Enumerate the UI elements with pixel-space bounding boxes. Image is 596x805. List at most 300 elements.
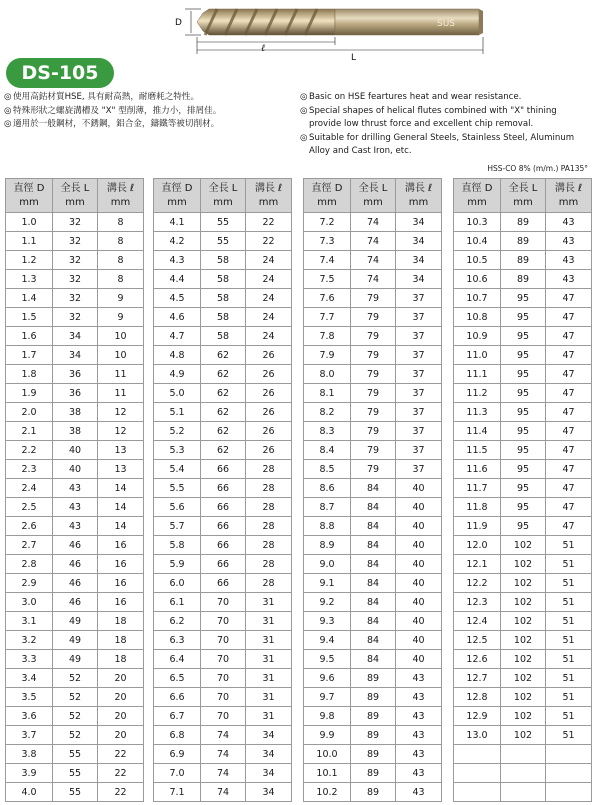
diameter-cell: 1.7	[6, 346, 53, 365]
flute-length-cell: 40	[396, 498, 442, 517]
diameter-cell: 12.5	[454, 631, 501, 650]
table-row	[454, 460, 592, 479]
flute-length-cell: 13	[98, 441, 144, 460]
flute-length-cell: 24	[246, 270, 292, 289]
flute-length-cell: 10	[98, 346, 144, 365]
table-row	[304, 593, 442, 612]
table-row	[6, 327, 144, 346]
flute-length-cell: 31	[246, 707, 292, 726]
diameter-cell: 3.2	[6, 631, 53, 650]
table-row	[154, 327, 292, 346]
flute-length-cell: 24	[246, 308, 292, 327]
flute-length-cell: 47	[546, 346, 592, 365]
flute-length-cell: 28	[246, 460, 292, 479]
total-length-cell: 32	[53, 289, 98, 308]
flute-length-header: 溝長 ℓ mm	[98, 179, 144, 213]
table-row	[304, 251, 442, 270]
table-row	[6, 688, 144, 707]
total-length-cell: 70	[201, 650, 246, 669]
flute-length-cell: 37	[396, 460, 442, 479]
table-row	[454, 403, 592, 422]
flute-length-cell: 40	[396, 574, 442, 593]
table-row	[154, 517, 292, 536]
flute-length-cell: 34	[246, 764, 292, 783]
diameter-cell: 7.7	[304, 308, 351, 327]
flute-length-cell: 16	[98, 574, 144, 593]
table-row	[454, 574, 592, 593]
total-length-header: 全長 L mm	[201, 179, 246, 213]
flute-length-cell	[546, 745, 592, 764]
table-row	[454, 308, 592, 327]
total-length-cell: 89	[501, 232, 546, 251]
flute-length-cell: 26	[246, 441, 292, 460]
total-length-cell: 32	[53, 232, 98, 251]
diameter-cell: 9.6	[304, 669, 351, 688]
diameter-header: 直徑 D mm	[454, 179, 501, 213]
flute-length-cell	[546, 783, 592, 802]
flute-length-cell: 10	[98, 327, 144, 346]
table-row	[6, 631, 144, 650]
diameter-cell: 1.3	[6, 270, 53, 289]
flute-length-cell: 26	[246, 365, 292, 384]
table-row	[154, 232, 292, 251]
diameter-cell: 9.7	[304, 688, 351, 707]
flute-length-cell: 47	[546, 384, 592, 403]
total-length-cell: 84	[351, 593, 396, 612]
table-row	[6, 346, 144, 365]
flute-length-cell: 28	[246, 479, 292, 498]
table-row	[304, 783, 442, 802]
diameter-cell: 3.1	[6, 612, 53, 631]
table-row	[454, 365, 592, 384]
flute-length-cell: 12	[98, 422, 144, 441]
total-length-cell: 95	[501, 441, 546, 460]
feature-text: 使用高鈷材質HSE, 具有耐高熱，耐磨耗之特性。	[13, 92, 200, 102]
table-row	[454, 555, 592, 574]
flute-length-cell: 8	[98, 213, 144, 232]
table-row	[454, 745, 592, 764]
table-row	[154, 726, 292, 745]
flute-length-cell: 11	[98, 365, 144, 384]
total-length-header: 全長 L mm	[501, 179, 546, 213]
feature-zh-item	[4, 105, 221, 119]
total-length-cell: 32	[53, 308, 98, 327]
total-length-cell: 89	[351, 726, 396, 745]
table-row	[6, 498, 144, 517]
table-row	[154, 441, 292, 460]
table-row	[454, 707, 592, 726]
diameter-cell: 4.3	[154, 251, 201, 270]
table-row	[6, 745, 144, 764]
total-length-cell: 79	[351, 384, 396, 403]
flute-length-cell: 18	[98, 631, 144, 650]
total-length-cell: 62	[201, 384, 246, 403]
diameter-cell: 9.1	[304, 574, 351, 593]
table-row	[6, 517, 144, 536]
total-length-cell: 74	[351, 251, 396, 270]
flute-length-cell: 26	[246, 346, 292, 365]
total-length-cell: 95	[501, 479, 546, 498]
diameter-cell: 9.5	[304, 650, 351, 669]
flute-length-cell: 51	[546, 555, 592, 574]
total-length-cell: 102	[501, 669, 546, 688]
total-length-header: 全長 L mm	[53, 179, 98, 213]
table-row	[454, 631, 592, 650]
flute-length-cell: 37	[396, 346, 442, 365]
table-row	[6, 251, 144, 270]
flute-length-cell: 26	[246, 403, 292, 422]
diameter-cell: 7.1	[154, 783, 201, 802]
diameter-cell: 3.9	[6, 764, 53, 783]
diameter-cell	[454, 764, 501, 783]
total-length-cell: 102	[501, 726, 546, 745]
flute-length-cell: 31	[246, 669, 292, 688]
flute-length-cell: 13	[98, 460, 144, 479]
total-length-header: 全長 L mm	[351, 179, 396, 213]
table-row	[154, 251, 292, 270]
total-length-cell: 52	[53, 669, 98, 688]
flute-length-cell: 14	[98, 498, 144, 517]
total-length-cell: 62	[201, 403, 246, 422]
diameter-cell: 9.8	[304, 707, 351, 726]
total-length-cell: 95	[501, 517, 546, 536]
total-length-cell: 62	[201, 346, 246, 365]
table-row	[154, 707, 292, 726]
flute-length-cell: 28	[246, 555, 292, 574]
flute-length-cell: 31	[246, 593, 292, 612]
table-row	[454, 593, 592, 612]
material-note: HSS-CO 8% (m/m.) PA135°	[487, 164, 588, 173]
table-row	[304, 498, 442, 517]
total-length-cell: 89	[351, 688, 396, 707]
table-row	[6, 783, 144, 802]
total-length-cell: 66	[201, 498, 246, 517]
flute-length-cell: 43	[546, 232, 592, 251]
diameter-cell: 1.4	[6, 289, 53, 308]
diameter-cell: 3.8	[6, 745, 53, 764]
flute-length-cell: 51	[546, 707, 592, 726]
total-length-cell: 84	[351, 612, 396, 631]
total-length-cell: 79	[351, 365, 396, 384]
diameter-cell	[454, 745, 501, 764]
total-length-cell: 70	[201, 631, 246, 650]
flute-length-cell: 47	[546, 441, 592, 460]
flute-length-cell: 8	[98, 232, 144, 251]
table-row	[154, 403, 292, 422]
diameter-cell: 2.4	[6, 479, 53, 498]
total-length-cell	[501, 764, 546, 783]
table-row	[304, 669, 442, 688]
table-row	[154, 669, 292, 688]
flute-length-header: 溝長 ℓ mm	[246, 179, 292, 213]
diameter-cell: 12.8	[454, 688, 501, 707]
diameter-header: 直徑 D mm	[304, 179, 351, 213]
total-length-cell: 79	[351, 422, 396, 441]
table-row	[154, 213, 292, 232]
diameter-cell: 8.4	[304, 441, 351, 460]
diameter-cell: 6.6	[154, 688, 201, 707]
table-row	[304, 403, 442, 422]
flute-length-cell: 47	[546, 422, 592, 441]
table-row	[154, 460, 292, 479]
total-length-cell: 46	[53, 555, 98, 574]
table-row	[454, 251, 592, 270]
flute-length-cell: 47	[546, 308, 592, 327]
total-length-cell: 84	[351, 631, 396, 650]
table-row	[454, 422, 592, 441]
total-length-cell: 62	[201, 441, 246, 460]
table-row	[454, 270, 592, 289]
diameter-cell: 1.9	[6, 384, 53, 403]
total-length-cell: 66	[201, 574, 246, 593]
diameter-cell: 2.8	[6, 555, 53, 574]
table-row	[454, 726, 592, 745]
table-row	[154, 650, 292, 669]
total-length-cell: 89	[351, 707, 396, 726]
table-row	[154, 745, 292, 764]
flute-length-cell: 12	[98, 403, 144, 422]
table-row	[454, 232, 592, 251]
total-length-cell: 66	[201, 536, 246, 555]
diameter-cell: 7.6	[304, 289, 351, 308]
diameter-cell: 2.7	[6, 536, 53, 555]
diameter-cell: 10.7	[454, 289, 501, 308]
total-length-cell: 49	[53, 631, 98, 650]
total-length-cell: 74	[351, 232, 396, 251]
table-row	[6, 441, 144, 460]
total-length-cell	[501, 745, 546, 764]
table-row	[304, 612, 442, 631]
flute-length-cell: 34	[396, 213, 442, 232]
flute-length-cell: 18	[98, 650, 144, 669]
spec-table-3	[303, 178, 442, 802]
flute-length-cell: 43	[546, 270, 592, 289]
diameter-cell: 11.8	[454, 498, 501, 517]
diameter-cell: 9.9	[304, 726, 351, 745]
table-header-row	[6, 179, 144, 213]
flute-length-cell: 8	[98, 251, 144, 270]
diameter-cell: 7.2	[304, 213, 351, 232]
diameter-cell: 3.0	[6, 593, 53, 612]
flute-length-cell: 51	[546, 574, 592, 593]
diameter-cell: 12.2	[454, 574, 501, 593]
total-length-cell: 95	[501, 460, 546, 479]
diameter-cell: 7.9	[304, 346, 351, 365]
flute-length-cell: 14	[98, 517, 144, 536]
diameter-cell: 5.4	[154, 460, 201, 479]
diameter-cell: 5.6	[154, 498, 201, 517]
features-chinese	[4, 91, 221, 132]
total-length-cell: 38	[53, 422, 98, 441]
diameter-cell: 1.1	[6, 232, 53, 251]
bullet-icon: ◎	[300, 132, 308, 143]
flute-length-cell: 43	[396, 764, 442, 783]
table-row	[304, 479, 442, 498]
flute-length-cell: 22	[246, 232, 292, 251]
diameter-cell: 8.3	[304, 422, 351, 441]
diameter-cell: 8.7	[304, 498, 351, 517]
flute-length-header: 溝長 ℓ mm	[396, 179, 442, 213]
flute-length-cell: 37	[396, 327, 442, 346]
table-row	[154, 308, 292, 327]
diameter-cell: 4.8	[154, 346, 201, 365]
table-row	[154, 631, 292, 650]
total-length-cell: 34	[53, 327, 98, 346]
flute-length-cell: 37	[396, 384, 442, 403]
flute-length-cell: 24	[246, 327, 292, 346]
table-row	[154, 289, 292, 308]
flute-length-cell: 47	[546, 365, 592, 384]
table-row	[6, 422, 144, 441]
flute-length-cell: 28	[246, 574, 292, 593]
diameter-cell: 8.6	[304, 479, 351, 498]
total-length-cell: 89	[351, 669, 396, 688]
flute-length-cell: 16	[98, 536, 144, 555]
flute-length-cell: 37	[396, 289, 442, 308]
total-length-cell: 84	[351, 555, 396, 574]
total-length-cell: 43	[53, 517, 98, 536]
table-row	[454, 498, 592, 517]
total-length-cell: 58	[201, 327, 246, 346]
diameter-cell: 4.5	[154, 289, 201, 308]
flute-length-cell: 40	[396, 612, 442, 631]
total-length-cell: 84	[351, 479, 396, 498]
table-row	[304, 441, 442, 460]
total-length-cell: 79	[351, 308, 396, 327]
flute-length-cell: 51	[546, 536, 592, 555]
diameter-cell: 12.0	[454, 536, 501, 555]
total-length-cell: 32	[53, 251, 98, 270]
total-length-cell: 58	[201, 270, 246, 289]
total-length-cell: 84	[351, 536, 396, 555]
table-row	[304, 308, 442, 327]
features-english	[300, 91, 592, 159]
flute-length-cell: 34	[246, 745, 292, 764]
diameter-cell: 11.1	[454, 365, 501, 384]
spec-table-1	[5, 178, 144, 802]
table-row	[6, 308, 144, 327]
diameter-cell: 12.1	[454, 555, 501, 574]
flute-length-cell: 40	[396, 536, 442, 555]
total-length-cell: 36	[53, 384, 98, 403]
feature-en-item	[300, 118, 592, 132]
flute-length-cell: 47	[546, 327, 592, 346]
diameter-cell: 5.3	[154, 441, 201, 460]
total-length-cell: 79	[351, 460, 396, 479]
diameter-cell: 10.5	[454, 251, 501, 270]
table-row	[304, 270, 442, 289]
flute-length-cell: 28	[246, 498, 292, 517]
table-row	[304, 726, 442, 745]
table-row	[154, 536, 292, 555]
total-length-cell: 58	[201, 308, 246, 327]
spec-table-2	[153, 178, 292, 802]
diameter-cell: 11.6	[454, 460, 501, 479]
total-length-cell: 95	[501, 346, 546, 365]
diameter-cell: 3.7	[6, 726, 53, 745]
total-length-cell: 66	[201, 460, 246, 479]
table-row	[6, 707, 144, 726]
flute-length-cell: 47	[546, 403, 592, 422]
feature-en-item	[300, 91, 592, 105]
total-length-cell: 102	[501, 650, 546, 669]
diameter-header: 直徑 D mm	[154, 179, 201, 213]
total-length-cell: 55	[201, 213, 246, 232]
table-row	[304, 631, 442, 650]
diameter-cell: 2.1	[6, 422, 53, 441]
flute-length-cell: 43	[396, 783, 442, 802]
diameter-cell: 2.6	[6, 517, 53, 536]
table-row	[6, 593, 144, 612]
diameter-cell: 9.4	[304, 631, 351, 650]
table-row	[6, 650, 144, 669]
diameter-cell: 8.8	[304, 517, 351, 536]
total-length-cell	[501, 783, 546, 802]
diameter-cell: 1.2	[6, 251, 53, 270]
total-length-cell: 52	[53, 707, 98, 726]
flute-length-cell: 31	[246, 650, 292, 669]
table-row	[304, 346, 442, 365]
table-row	[454, 441, 592, 460]
feature-text: 特殊形狀之螺旋溝槽及 "X" 型削薄，推力小，排屑佳。	[13, 105, 222, 116]
diameter-cell: 4.7	[154, 327, 201, 346]
diameter-cell: 7.5	[304, 270, 351, 289]
flute-length-cell: 20	[98, 688, 144, 707]
flute-length-cell: 51	[546, 593, 592, 612]
total-length-cell: 70	[201, 688, 246, 707]
table-row	[454, 327, 592, 346]
total-length-cell: 95	[501, 308, 546, 327]
diameter-cell: 10.0	[304, 745, 351, 764]
flute-length-cell: 51	[546, 650, 592, 669]
total-length-cell: 89	[501, 213, 546, 232]
table-row	[154, 783, 292, 802]
flute-length-cell: 47	[546, 289, 592, 308]
diameter-cell: 11.9	[454, 517, 501, 536]
table-row	[304, 213, 442, 232]
flute-length-cell: 47	[546, 517, 592, 536]
total-length-cell: 79	[351, 403, 396, 422]
flute-length-cell: 34	[396, 251, 442, 270]
feature-en-item	[300, 105, 592, 119]
total-length-cell: 38	[53, 403, 98, 422]
flute-length-cell: 8	[98, 270, 144, 289]
total-length-cell: 84	[351, 574, 396, 593]
table-row	[304, 289, 442, 308]
total-length-cell: 43	[53, 479, 98, 498]
flute-length-cell: 16	[98, 593, 144, 612]
table-header-row	[454, 179, 592, 213]
flute-length-cell: 34	[396, 232, 442, 251]
total-length-cell: 66	[201, 517, 246, 536]
table-row	[6, 270, 144, 289]
drill-diagram	[175, 2, 495, 62]
feature-zh-item	[4, 91, 221, 105]
flute-length-cell: 14	[98, 479, 144, 498]
table-row	[6, 764, 144, 783]
flute-length-cell: 51	[546, 631, 592, 650]
flute-length-cell	[546, 764, 592, 783]
flute-length-cell: 20	[98, 669, 144, 688]
total-length-cell: 32	[53, 270, 98, 289]
total-length-cell: 46	[53, 536, 98, 555]
flute-length-cell: 47	[546, 460, 592, 479]
flute-length-cell: 51	[546, 612, 592, 631]
table-row	[454, 669, 592, 688]
diameter-cell: 4.0	[6, 783, 53, 802]
diameter-cell: 10.9	[454, 327, 501, 346]
total-length-cell: 36	[53, 365, 98, 384]
